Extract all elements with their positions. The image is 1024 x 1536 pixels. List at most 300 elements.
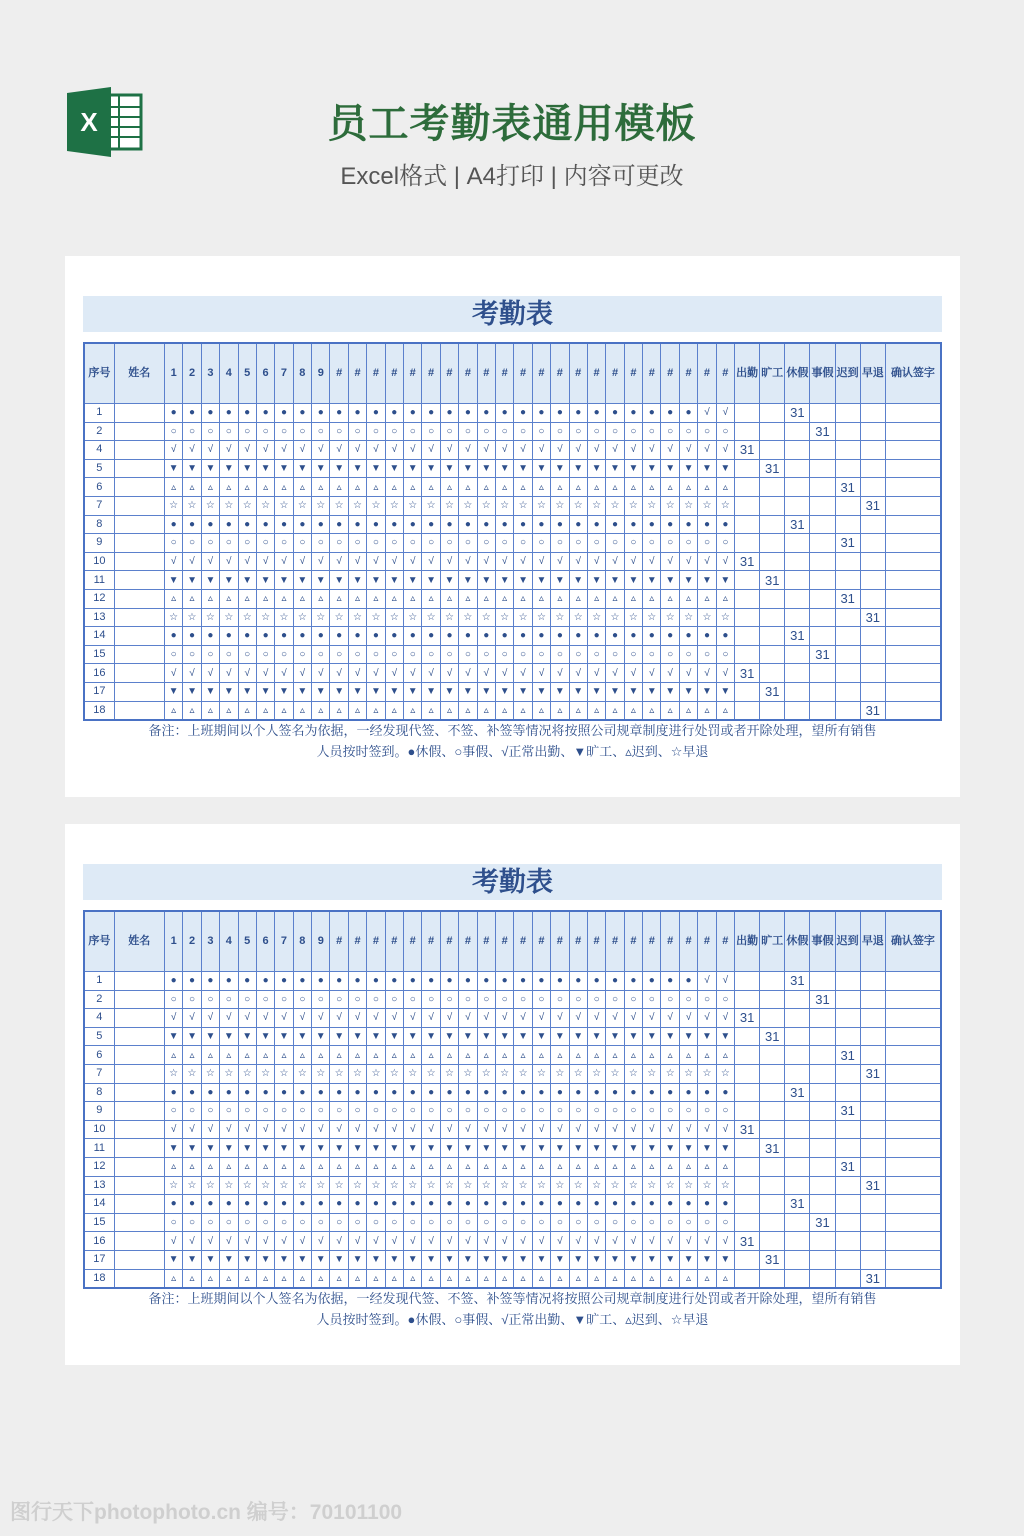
summary-cell xyxy=(735,1250,760,1269)
attendance-mark: ▵ xyxy=(532,478,550,497)
attendance-mark: ▵ xyxy=(551,478,569,497)
summary-cell: 31 xyxy=(785,1195,810,1214)
name-cell[interactable] xyxy=(114,571,164,590)
confirm-signature-cell[interactable] xyxy=(885,1064,941,1083)
summary-cell xyxy=(735,990,760,1009)
logo-letter: X xyxy=(80,107,98,137)
attendance-mark: ▵ xyxy=(404,1269,422,1288)
attendance-mark: √ xyxy=(440,441,458,460)
attendance-mark: ▼ xyxy=(532,1139,550,1158)
attendance-mark: ○ xyxy=(661,1102,679,1121)
attendance-mark: ▵ xyxy=(330,1046,348,1065)
confirm-signature-cell[interactable] xyxy=(885,701,941,720)
attendance-mark: ▼ xyxy=(495,1250,513,1269)
summary-cell xyxy=(760,972,785,991)
summary-cell: 31 xyxy=(735,552,760,571)
day-header: # xyxy=(569,343,587,404)
name-cell[interactable] xyxy=(114,515,164,534)
day-header: # xyxy=(532,911,550,972)
seq-header: 序号 xyxy=(84,343,114,404)
name-cell[interactable] xyxy=(114,404,164,423)
day-header: 6 xyxy=(256,343,274,404)
attendance-mark: ● xyxy=(624,1083,642,1102)
attendance-mark: ▵ xyxy=(164,701,182,720)
attendance-mark: √ xyxy=(201,664,219,683)
table-row xyxy=(84,608,941,627)
attendance-mark: ○ xyxy=(330,422,348,441)
summary-cell xyxy=(835,1027,860,1046)
attendance-mark: ○ xyxy=(606,422,624,441)
confirm-signature-cell[interactable] xyxy=(885,1232,941,1251)
name-cell[interactable] xyxy=(114,1269,164,1288)
attendance-mark: ☆ xyxy=(348,496,366,515)
attendance-mark: ▼ xyxy=(698,1250,716,1269)
attendance-mark: ○ xyxy=(183,422,201,441)
attendance-mark: √ xyxy=(256,441,274,460)
attendance-mark: ▼ xyxy=(698,571,716,590)
summary-cell xyxy=(860,1195,885,1214)
confirm-signature-cell[interactable] xyxy=(885,1046,941,1065)
name-cell[interactable] xyxy=(114,1176,164,1195)
name-cell[interactable] xyxy=(114,589,164,608)
summary-cell xyxy=(735,496,760,515)
day-header: # xyxy=(440,911,458,972)
summary-cell xyxy=(835,515,860,534)
attendance-mark: ● xyxy=(330,404,348,423)
attendance-mark: √ xyxy=(256,1009,274,1028)
attendance-mark: ▵ xyxy=(238,1157,256,1176)
attendance-mark: ☆ xyxy=(514,496,532,515)
attendance-mark: ▼ xyxy=(679,459,697,478)
summary-cell xyxy=(810,441,835,460)
attendance-mark: ▼ xyxy=(238,1250,256,1269)
attendance-mark: √ xyxy=(367,552,385,571)
summary-cell: 31 xyxy=(760,682,785,701)
summary-cell xyxy=(785,1102,810,1121)
attendance-mark: ▼ xyxy=(532,1250,550,1269)
summary-cell xyxy=(810,571,835,590)
attendance-mark: ▵ xyxy=(624,1269,642,1288)
attendance-mark: ▼ xyxy=(459,682,477,701)
attendance-mark: ☆ xyxy=(624,1064,642,1083)
name-cell[interactable] xyxy=(114,552,164,571)
confirm-signature-cell[interactable] xyxy=(885,404,941,423)
attendance-mark: ▼ xyxy=(643,571,661,590)
name-cell[interactable] xyxy=(114,1027,164,1046)
attendance-mark: ○ xyxy=(164,1213,182,1232)
attendance-mark: √ xyxy=(312,1120,330,1139)
confirm-signature-cell[interactable] xyxy=(885,1102,941,1121)
attendance-mark: ● xyxy=(312,972,330,991)
summary-cell xyxy=(785,1027,810,1046)
attendance-mark: √ xyxy=(606,552,624,571)
attendance-mark: √ xyxy=(495,1009,513,1028)
attendance-mark: ▵ xyxy=(404,589,422,608)
attendance-mark: ○ xyxy=(385,1102,403,1121)
attendance-mark: ▵ xyxy=(495,1269,513,1288)
attendance-mark: ● xyxy=(256,1083,274,1102)
attendance-mark: ● xyxy=(587,972,605,991)
summary-cell xyxy=(760,496,785,515)
attendance-mark: ● xyxy=(495,972,513,991)
attendance-mark: ▼ xyxy=(440,1027,458,1046)
attendance-mark: √ xyxy=(551,1009,569,1028)
summary-cell: 31 xyxy=(735,664,760,683)
attendance-mark: ▼ xyxy=(256,1139,274,1158)
attendance-mark: ● xyxy=(201,627,219,646)
name-cell[interactable] xyxy=(114,1195,164,1214)
attendance-mark: ▼ xyxy=(385,682,403,701)
attendance-mark: ● xyxy=(643,1195,661,1214)
confirm-signature-cell[interactable] xyxy=(885,478,941,497)
seq-cell: 2 xyxy=(84,422,114,441)
name-cell[interactable] xyxy=(114,1250,164,1269)
day-header: # xyxy=(367,911,385,972)
attendance-mark: ▼ xyxy=(422,682,440,701)
attendance-mark: ▵ xyxy=(477,478,495,497)
attendance-mark: ▼ xyxy=(643,1027,661,1046)
attendance-mark: √ xyxy=(312,664,330,683)
attendance-mark: √ xyxy=(514,552,532,571)
attendance-mark: √ xyxy=(201,1120,219,1139)
summary-header: 旷工 xyxy=(760,343,785,404)
attendance-mark: ▵ xyxy=(220,1046,238,1065)
attendance-mark: √ xyxy=(330,441,348,460)
confirm-signature-cell[interactable] xyxy=(885,990,941,1009)
summary-cell xyxy=(810,1269,835,1288)
attendance-mark: √ xyxy=(698,664,716,683)
attendance-mark: ▼ xyxy=(330,682,348,701)
attendance-mark: ▼ xyxy=(385,459,403,478)
name-cell[interactable] xyxy=(114,1102,164,1121)
page-subtitle: Excel格式 | A4打印 | 内容可更改 xyxy=(340,163,684,190)
attendance-mark: ▵ xyxy=(587,701,605,720)
attendance-mark: √ xyxy=(183,664,201,683)
confirm-signature-cell[interactable] xyxy=(885,972,941,991)
attendance-mark: √ xyxy=(606,664,624,683)
summary-cell xyxy=(785,1269,810,1288)
remarks-line-1: 备注：上班期间以个人签名为依据，一经发现代签、不签、补签等情况将按照公司规章制度进行处罚或者开除处理，望所有销售 xyxy=(148,1291,877,1306)
attendance-mark: ▼ xyxy=(514,459,532,478)
attendance-mark: ▵ xyxy=(532,1157,550,1176)
attendance-mark: ▵ xyxy=(220,1269,238,1288)
confirm-signature-cell[interactable] xyxy=(885,645,941,664)
attendance-mark: ☆ xyxy=(201,496,219,515)
attendance-mark: ▼ xyxy=(587,1139,605,1158)
confirm-signature-cell[interactable] xyxy=(885,608,941,627)
attendance-mark: √ xyxy=(422,1009,440,1028)
attendance-mark: √ xyxy=(477,1232,495,1251)
attendance-mark: ○ xyxy=(367,645,385,664)
name-cell[interactable] xyxy=(114,1157,164,1176)
name-cell[interactable] xyxy=(114,682,164,701)
attendance-mark: √ xyxy=(367,441,385,460)
confirm-signature-cell[interactable] xyxy=(885,459,941,478)
attendance-mark: √ xyxy=(569,441,587,460)
attendance-mark: ▼ xyxy=(551,459,569,478)
attendance-mark: ▼ xyxy=(220,1139,238,1158)
name-cell[interactable] xyxy=(114,701,164,720)
attendance-mark: √ xyxy=(716,404,734,423)
attendance-mark: ▼ xyxy=(422,1027,440,1046)
attendance-mark: ▼ xyxy=(348,682,366,701)
attendance-mark: √ xyxy=(716,552,734,571)
attendance-mark: ▼ xyxy=(587,571,605,590)
attendance-mark: ○ xyxy=(698,1213,716,1232)
name-cell[interactable] xyxy=(114,972,164,991)
attendance-mark: √ xyxy=(477,441,495,460)
name-cell[interactable] xyxy=(114,664,164,683)
attendance-mark: ☆ xyxy=(440,1064,458,1083)
day-header: # xyxy=(385,911,403,972)
confirm-signature-cell[interactable] xyxy=(885,1027,941,1046)
attendance-mark: ○ xyxy=(404,422,422,441)
attendance-mark: ☆ xyxy=(569,496,587,515)
summary-cell xyxy=(760,1046,785,1065)
attendance-mark: ● xyxy=(606,627,624,646)
attendance-mark: √ xyxy=(532,552,550,571)
name-cell[interactable] xyxy=(114,1120,164,1139)
attendance-mark: ▼ xyxy=(440,1250,458,1269)
attendance-mark: ☆ xyxy=(238,496,256,515)
attendance-mark: ▵ xyxy=(551,1046,569,1065)
attendance-mark: ▼ xyxy=(440,459,458,478)
confirm-signature-cell[interactable] xyxy=(885,589,941,608)
confirm-signature-cell[interactable] xyxy=(885,664,941,683)
confirm-signature-cell[interactable] xyxy=(885,1139,941,1158)
name-cell[interactable] xyxy=(114,1139,164,1158)
summary-cell xyxy=(735,1064,760,1083)
attendance-mark: √ xyxy=(716,441,734,460)
attendance-mark: ● xyxy=(330,1195,348,1214)
day-header: # xyxy=(698,911,716,972)
day-header: # xyxy=(404,343,422,404)
attendance-mark: ☆ xyxy=(679,1176,697,1195)
attendance-mark: ○ xyxy=(256,1213,274,1232)
attendance-mark: ● xyxy=(201,1083,219,1102)
attendance-mark: √ xyxy=(293,1232,311,1251)
attendance-mark: ● xyxy=(459,515,477,534)
remarks-line-1: 备注：上班期间以个人签名为依据，一经发现代签、不签、补签等情况将按照公司规章制度进行处罚或者开除处理，望所有销售 xyxy=(148,723,877,738)
summary-cell xyxy=(735,422,760,441)
attendance-mark: ▵ xyxy=(367,1157,385,1176)
confirm-signature-cell[interactable] xyxy=(885,1250,941,1269)
attendance-mark: ▼ xyxy=(661,1139,679,1158)
attendance-mark: ▼ xyxy=(569,571,587,590)
attendance-mark: ○ xyxy=(275,534,293,553)
attendance-mark: ● xyxy=(698,1195,716,1214)
attendance-mark: ▼ xyxy=(293,459,311,478)
name-cell[interactable] xyxy=(114,1046,164,1065)
confirm-signature-cell[interactable] xyxy=(885,496,941,515)
attendance-mark: ▵ xyxy=(495,1046,513,1065)
name-cell[interactable] xyxy=(114,627,164,646)
name-cell[interactable] xyxy=(114,990,164,1009)
attendance-mark: ▵ xyxy=(422,478,440,497)
attendance-mark: ☆ xyxy=(551,1176,569,1195)
attendance-mark: √ xyxy=(532,1120,550,1139)
attendance-mark: ▵ xyxy=(679,589,697,608)
attendance-mark: √ xyxy=(312,552,330,571)
name-cell[interactable] xyxy=(114,534,164,553)
summary-header: 出勤 xyxy=(735,343,760,404)
confirm-header: 确认签字 xyxy=(885,911,941,972)
summary-cell xyxy=(860,534,885,553)
confirm-signature-cell[interactable] xyxy=(885,1120,941,1139)
name-cell[interactable] xyxy=(114,441,164,460)
attendance-mark: ▼ xyxy=(716,1139,734,1158)
attendance-mark: ▵ xyxy=(698,1046,716,1065)
confirm-signature-cell[interactable] xyxy=(885,552,941,571)
attendance-mark: ● xyxy=(367,627,385,646)
attendance-mark: ▼ xyxy=(293,571,311,590)
name-cell[interactable] xyxy=(114,1232,164,1251)
summary-cell xyxy=(835,701,860,720)
attendance-mark: ☆ xyxy=(698,1064,716,1083)
table-row xyxy=(84,1102,941,1121)
attendance-mark: ☆ xyxy=(293,496,311,515)
summary-cell xyxy=(810,589,835,608)
attendance-mark: ▼ xyxy=(551,1250,569,1269)
confirm-signature-cell[interactable] xyxy=(885,627,941,646)
confirm-signature-cell[interactable] xyxy=(885,1176,941,1195)
attendance-mark: ○ xyxy=(477,1102,495,1121)
attendance-mark: ☆ xyxy=(312,608,330,627)
attendance-mark: √ xyxy=(587,552,605,571)
attendance-mark: ▵ xyxy=(440,478,458,497)
summary-cell xyxy=(810,701,835,720)
attendance-mark: √ xyxy=(385,1232,403,1251)
attendance-mark: ▵ xyxy=(440,701,458,720)
attendance-mark: ▵ xyxy=(643,1157,661,1176)
confirm-signature-cell[interactable] xyxy=(885,1083,941,1102)
summary-cell xyxy=(760,441,785,460)
name-cell[interactable] xyxy=(114,645,164,664)
attendance-mark: ● xyxy=(606,1083,624,1102)
name-cell[interactable] xyxy=(114,496,164,515)
attendance-mark: √ xyxy=(404,1009,422,1028)
attendance-mark: ○ xyxy=(477,645,495,664)
attendance-mark: ● xyxy=(440,627,458,646)
attendance-mark: ▵ xyxy=(716,1269,734,1288)
attendance-mark: ● xyxy=(404,404,422,423)
confirm-signature-cell[interactable] xyxy=(885,441,941,460)
attendance-mark: ▼ xyxy=(404,459,422,478)
attendance-mark: √ xyxy=(698,1120,716,1139)
confirm-signature-cell[interactable] xyxy=(885,1009,941,1028)
summary-cell xyxy=(835,1250,860,1269)
attendance-mark: ○ xyxy=(698,1102,716,1121)
confirm-signature-cell[interactable] xyxy=(885,1157,941,1176)
attendance-mark: ○ xyxy=(643,645,661,664)
name-cell[interactable] xyxy=(114,422,164,441)
attendance-mark: ● xyxy=(238,1195,256,1214)
attendance-mark: √ xyxy=(459,441,477,460)
attendance-mark: ● xyxy=(422,1195,440,1214)
attendance-mark: ▵ xyxy=(606,478,624,497)
seq-cell: 9 xyxy=(84,1102,114,1121)
attendance-mark: ▵ xyxy=(164,589,182,608)
summary-cell xyxy=(810,1139,835,1158)
confirm-signature-cell[interactable] xyxy=(885,1213,941,1232)
attendance-mark: √ xyxy=(275,664,293,683)
confirm-signature-cell[interactable] xyxy=(885,682,941,701)
table-row xyxy=(84,1269,941,1288)
attendance-mark: ▼ xyxy=(569,1027,587,1046)
name-cell[interactable] xyxy=(114,1213,164,1232)
attendance-mark: ☆ xyxy=(275,608,293,627)
day-header: # xyxy=(440,343,458,404)
attendance-mark: ● xyxy=(293,972,311,991)
confirm-signature-cell[interactable] xyxy=(885,422,941,441)
attendance-mark: √ xyxy=(569,1120,587,1139)
attendance-mark: ▼ xyxy=(183,1139,201,1158)
confirm-signature-cell[interactable] xyxy=(885,1195,941,1214)
attendance-mark: ☆ xyxy=(201,1176,219,1195)
attendance-mark: √ xyxy=(164,552,182,571)
summary-cell xyxy=(860,571,885,590)
attendance-mark: √ xyxy=(348,1232,366,1251)
attendance-mark: ▼ xyxy=(164,571,182,590)
attendance-mark: ☆ xyxy=(348,1064,366,1083)
attendance-mark: ☆ xyxy=(551,1064,569,1083)
summary-cell xyxy=(835,552,860,571)
summary-cell xyxy=(860,1250,885,1269)
attendance-mark: √ xyxy=(238,441,256,460)
name-cell[interactable] xyxy=(114,478,164,497)
attendance-mark: ▼ xyxy=(385,1027,403,1046)
name-cell[interactable] xyxy=(114,608,164,627)
attendance-mark: ▼ xyxy=(514,682,532,701)
confirm-signature-cell[interactable] xyxy=(885,534,941,553)
summary-cell xyxy=(785,571,810,590)
summary-cell xyxy=(860,1139,885,1158)
attendance-mark: √ xyxy=(256,664,274,683)
attendance-mark: ▵ xyxy=(698,1157,716,1176)
name-cell[interactable] xyxy=(114,1009,164,1028)
table-row xyxy=(84,1083,941,1102)
attendance-mark: ▵ xyxy=(532,1046,550,1065)
attendance-mark: √ xyxy=(220,1009,238,1028)
summary-cell xyxy=(860,645,885,664)
confirm-signature-cell[interactable] xyxy=(885,1269,941,1288)
attendance-mark: ○ xyxy=(624,1102,642,1121)
attendance-mark: ● xyxy=(624,972,642,991)
attendance-mark: ● xyxy=(716,627,734,646)
attendance-mark: ● xyxy=(385,1083,403,1102)
attendance-mark: ○ xyxy=(587,1102,605,1121)
attendance-mark: ● xyxy=(422,404,440,423)
confirm-signature-cell[interactable] xyxy=(885,515,941,534)
attendance-mark: ▵ xyxy=(514,1157,532,1176)
name-cell[interactable] xyxy=(114,1064,164,1083)
attendance-mark: ▵ xyxy=(385,701,403,720)
summary-cell xyxy=(860,552,885,571)
attendance-mark: ○ xyxy=(183,990,201,1009)
attendance-mark: √ xyxy=(220,1232,238,1251)
attendance-mark: ● xyxy=(440,515,458,534)
name-cell[interactable] xyxy=(114,459,164,478)
attendance-mark: ▵ xyxy=(275,1157,293,1176)
name-cell[interactable] xyxy=(114,1083,164,1102)
attendance-mark: ▼ xyxy=(348,459,366,478)
attendance-mark: ▼ xyxy=(679,682,697,701)
attendance-mark: ● xyxy=(348,972,366,991)
confirm-signature-cell[interactable] xyxy=(885,571,941,590)
day-header: # xyxy=(330,911,348,972)
attendance-mark: ▵ xyxy=(220,589,238,608)
table-row xyxy=(84,701,941,720)
